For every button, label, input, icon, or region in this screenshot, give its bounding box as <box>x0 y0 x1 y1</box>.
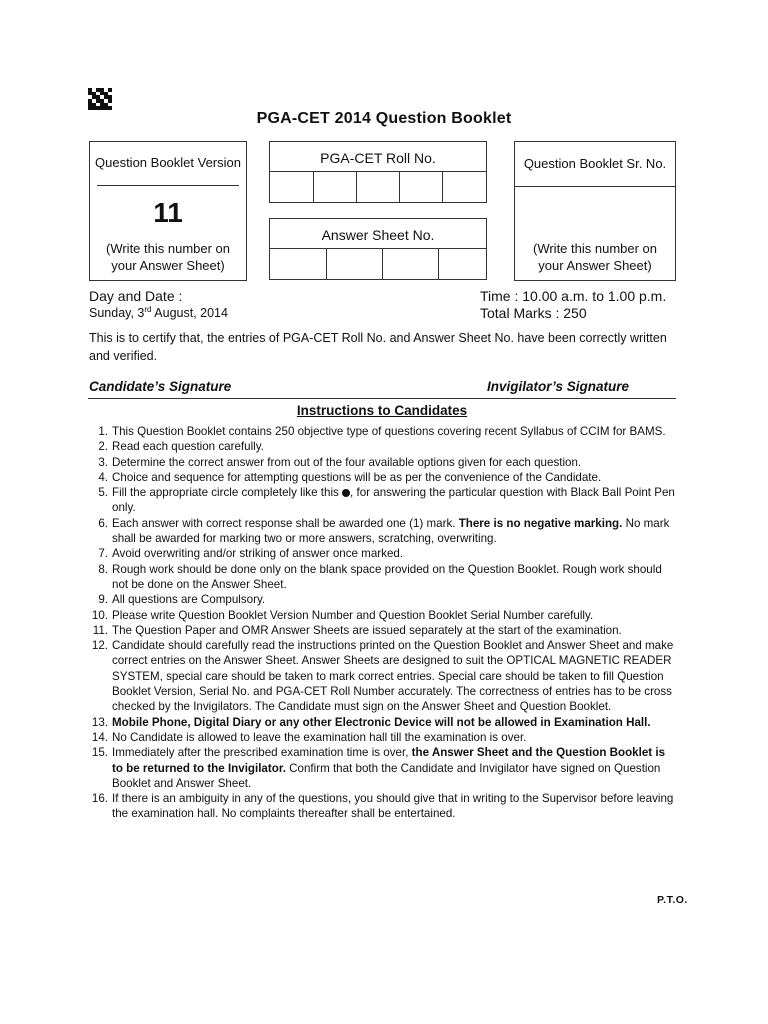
divider <box>88 398 676 399</box>
booklet-serial-entry[interactable] <box>515 186 675 237</box>
list-item: 3. Determine the correct answer from out of the four available options given for each question. <box>98 455 582 469</box>
list-item: 5. Fill the appropriate circle completely like this , for answering the particular question with Black Ball Point Pen only. <box>98 486 675 515</box>
list-item: 1. This Question Booklet contains 250 objective type of questions covering recent Syllabus of CCIM for BAMS. <box>98 425 666 438</box>
exam-time: Time : 10.00 a.m. to 1.00 p.m. <box>480 288 667 304</box>
filled-circle-icon <box>342 489 350 497</box>
list-item: 6. Each answer with correct response shall be awarded one (1) mark. There is no negative marking. No mark shall be awarded for marking two or more answers, scratching, overwriting. <box>98 516 670 546</box>
answer-sheet-no-label: Answer Sheet No. <box>321 227 435 243</box>
exam-date <box>89 305 228 320</box>
list-item: 8. Rough work should be done only on the blank space provided on the Question Booklet. Rough work should not be done on the Answer Sheet. <box>98 562 662 591</box>
booklet-version-label: Question Booklet Version <box>95 155 241 170</box>
answer-sheet-no-box <box>269 218 487 280</box>
list-item: 11. The Question Paper and OMR Answer Sheets are issued separately at the start of the examination. <box>92 623 622 637</box>
answer-sheet-no-cell[interactable] <box>327 249 383 280</box>
list-item: 9. All questions are Compulsory. <box>98 593 266 607</box>
booklet-version-note-2: your Answer Sheet) <box>111 258 225 273</box>
list-item: 4. Choice and sequence for attempting questions will be as per the convenience of the Candidate. <box>98 470 602 484</box>
booklet-serial-note-1: (Write this number on <box>532 241 658 256</box>
datamatrix-code-icon <box>88 88 112 110</box>
booklet-serial-box <box>514 141 676 281</box>
answer-sheet-no-cell[interactable] <box>383 249 439 280</box>
booklet-serial-label: Question Booklet Sr. No. <box>523 156 667 171</box>
answer-sheet-no-cells[interactable] <box>270 248 486 280</box>
instructions-heading: Instructions to Candidates <box>296 403 468 418</box>
booklet-version-note-1: (Write this number on <box>105 241 231 256</box>
list-item: 15. Immediately after the prescribed examination time is over, the Answer Sheet and the Question Booklet is to be returned to the Invigilator. Confirm that both the Candidate and Invigilator have signed on Question Booklet and Answer Sheet. <box>91 746 666 790</box>
roll-no-cells[interactable] <box>270 171 486 203</box>
exam-date-suffix: August, 2014 <box>151 306 228 321</box>
roll-no-cell[interactable] <box>400 172 443 203</box>
roll-no-box <box>269 141 487 203</box>
list-item: 16. If there is an ambiguity in any of the questions, you should give that in writing to the Supervisor before leaving the examination hall. No complaints thereafter shall be entertained. <box>91 792 674 821</box>
roll-no-cell[interactable] <box>314 172 357 203</box>
certify-text: This is to certify that, the entries of PGA-CET Roll No. and Answer Sheet No. have been correctly written and verified. <box>89 331 667 363</box>
instructions-list <box>86 424 676 822</box>
page-title: PGA-CET 2014 Question Booklet <box>256 110 512 127</box>
pto-label: P.T.O. <box>657 894 688 906</box>
exam-date-prefix: Sunday, 3 <box>89 306 145 321</box>
roll-no-cell[interactable] <box>357 172 400 203</box>
booklet-version-number: 11 <box>153 197 183 228</box>
answer-sheet-no-cell[interactable] <box>439 249 486 280</box>
list-item: 10. Please write Question Booklet Version Number and Question Booklet Serial Number carefully. <box>91 608 594 622</box>
list-item: 7. Avoid overwriting and/or striking of answer once marked. <box>98 547 404 561</box>
list-item: 12. Candidate should carefully read the instructions printed on the Question Booklet and Answer Sheet and make correct entries on the Answer Sheet. Answer Sheets are designed to suit the OPTICAL MAGNETIC READER SYSTEM, special care should be taken to mark correct entries. Special care should be taken to fill Question Booklet Version, Serial No. and PGA-CET Roll Number accurately. The correctness of entries has to be cross checked by the Invigilators. The Candidate must sign on the Answer Sheet and Question Booklet. <box>91 639 674 714</box>
total-marks: Total Marks : 250 <box>480 305 587 321</box>
list-item: 2. Read each question carefully. <box>98 440 264 454</box>
day-date-label: Day and Date : <box>89 288 183 304</box>
list-item: 14. No Candidate is allowed to leave the examination hall till the examination is over. <box>91 730 527 744</box>
candidate-signature-label: Candidate’s Signature <box>89 379 232 394</box>
list-item: 13. Mobile Phone, Digital Diary or any other Electronic Device will not be allowed in Examination Hall. <box>91 715 651 729</box>
booklet-serial-note-2: your Answer Sheet) <box>538 258 652 273</box>
roll-no-cell[interactable] <box>270 172 314 203</box>
answer-sheet-no-cell[interactable] <box>270 249 327 280</box>
booklet-version-box <box>89 141 247 281</box>
roll-no-cell[interactable] <box>443 172 486 203</box>
exam-date-sup: rd <box>144 305 152 314</box>
roll-no-label: PGA-CET Roll No. <box>320 150 436 166</box>
invigilator-signature-label: Invigilator’s Signature <box>487 379 630 394</box>
